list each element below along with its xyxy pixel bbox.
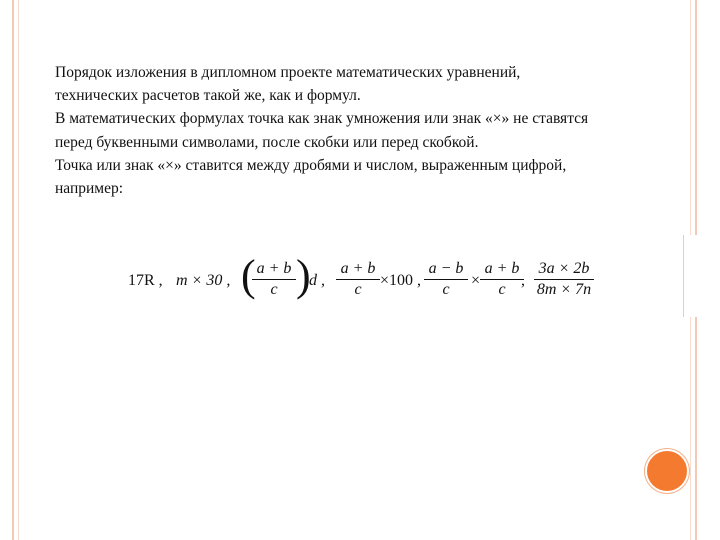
accent-circle-icon — [645, 449, 689, 493]
body-text — [55, 61, 685, 200]
left-paren: ( — [241, 251, 256, 300]
right-paren: ) — [296, 251, 311, 300]
formula-17r: 17R , — [128, 272, 163, 289]
text-line-4: перед буквенными символами, после скобки или перед скобкой. — [55, 133, 479, 151]
formula-m-times-30: m × 30 , — [176, 272, 231, 289]
formula-times-100: ×100 , — [380, 272, 422, 289]
fraction-a-plus-b-over-c-3: a + b c — [480, 260, 524, 299]
side-tab — [683, 235, 707, 317]
text-line-1: Порядок изложения в дипломном проекте математических уравнений, — [55, 64, 521, 81]
formula-comma: , — [521, 272, 525, 289]
text-line-3: В математических формулах точка как знак умножения или знак «×» не ставятся — [55, 110, 589, 128]
text-line-6: например: — [55, 180, 124, 198]
formula-d: d , — [309, 272, 325, 289]
text-line-2: технических расчетов такой же, как и формул. — [55, 87, 361, 105]
text-line-5: Точка или знак «×» ставится между дробями и числом, выраженным цифрой, — [55, 156, 567, 174]
fraction-a-plus-b-over-c-1: a + b c — [252, 260, 296, 299]
fraction-3a-2b-over-8m-7n: 3a × 2b 8m × 7n — [534, 260, 594, 299]
fraction-a-minus-b-over-c: a − b c — [424, 260, 468, 299]
formula-times-sign: × — [471, 272, 481, 289]
fraction-a-plus-b-over-c-2: a + b c — [336, 260, 380, 299]
